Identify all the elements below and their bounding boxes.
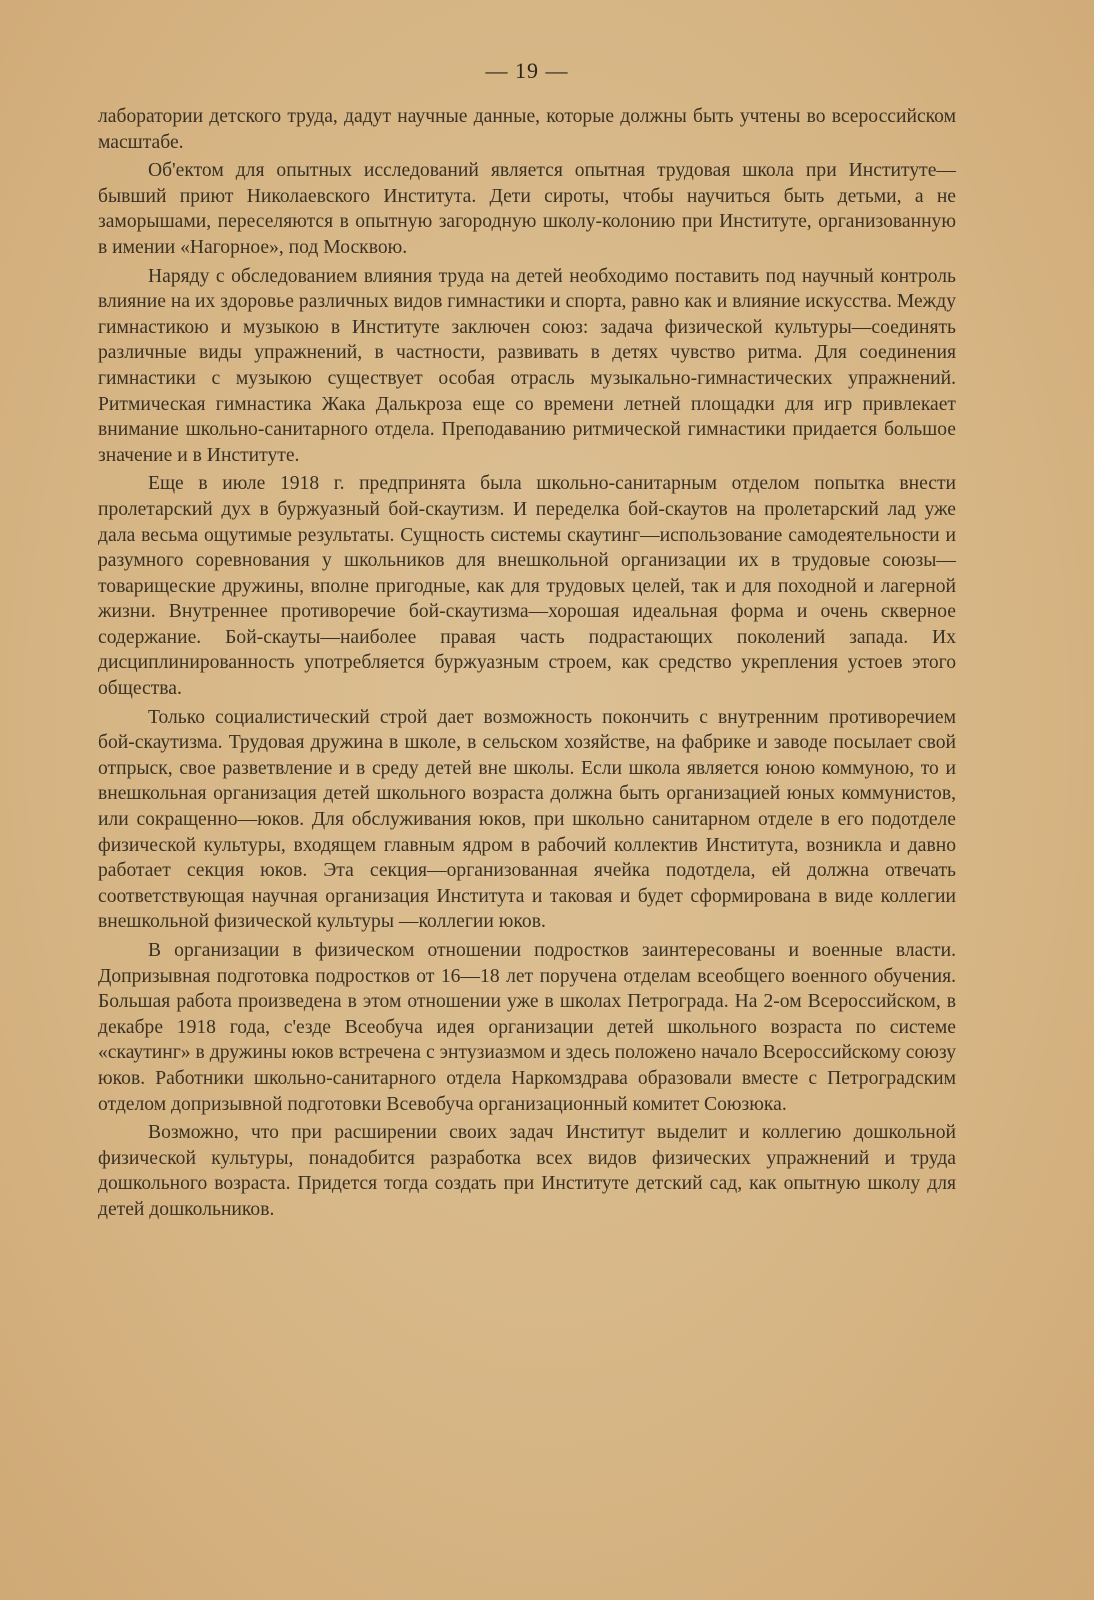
paragraph-6: В организации в физическом отношении подростков заинтересованы и военные власти. Допризывная подготовка подростков от 16—18 лет поручена отделам всеобщего военного обучения. Большая работа произведена в этом отношении уже в школах Петрограда. На 2-ом Всероссийском, в декабре 1918 года, с'езде Всеобуча идея организации детей школьного возраста по системе «скаутинг» в дружины юков встречена с энтузиазмом и здесь положено начало Всероссийскому союзу юков. Работники школьно-санитарного отдела Наркомздрава образовали вместе с Петроградским отделом допризывной подготовки Всевобуча организационный комитет Союзюка. bbox=[98, 940, 956, 1115]
paragraph-4: Еще в июле 1918 г. предпринята была школьно-санитарным отделом попытка внести пролетарский дух в буржуазный бой-скаутизм. И переделка бой-скаутов на пролетарский лад уже дала весьма ощутимые результаты. Сущность системы скаутинг—использование самодеятельности и разумного соревнования у школьников для внешкольной организации их в трудовые союзы—товарищеские дружины, вполне пригодные, как для трудовых целей, так и для походной и лагерной жизни. Внутреннее противоречие бой-скаутизма—хорошая идеальная форма и очень скверное содержание. Бой-скауты—наиболее правая часть подрастающих поколений запада. Их дисциплинированность употребляется буржуазным строем, как средство укрепления устоев этого общества. bbox=[98, 473, 956, 700]
paragraph-5: Только социалистический строй дает возможность покончить с внутренним противоречием бой-скаутизма. Трудовая дружина в школе, в сельском хозяйстве, на фабрике и заводе посылает свой отпрыск, свое разветвление и в среду детей вне школы. Если школа является юною коммуною, то и внешкольная организация детей школьного возраста должна быть организацией юных коммунистов, или сокращенно—юков. Для обслуживания юков, при школьно санитарном отделе в его подотделе физической культуры, входящем главным ядром в рабочий коллектив Института, возникла и давно работает секция юков. Эта секция—организованная ячейка подотдела, ей должна отвечать соответствующая научная организация Института и таковая и будет сформирована в виде коллегии внешкольной физической культуры —коллегии юков. bbox=[98, 706, 956, 933]
page-body bbox=[98, 104, 956, 1223]
paragraph-1: лаборатории детского труда, дадут научные данные, которые должны быть учтены во всероссийском масштабе. bbox=[98, 106, 956, 153]
paragraph-7: Возможно, что при расширении своих задач Институт выделит и коллегию дошкольной физической культуры, понадобится разработка всех видов физических упражнений и труда дошкольного возраста. Придется тогда создать при Институте детский сад, как опытную школу для детей дошкольников. bbox=[98, 1122, 956, 1220]
paragraph-2: Об'ектом для опытных исследований является опытная трудовая школа при Институте—бывший приют Николаевского Института. Дети сироты, чтобы научиться быть детьми, а не заморышами, переселяются в опытную загородную школу-колонию при Институте, организованную в имении «Нагорное», под Москвою. bbox=[98, 160, 956, 258]
page-number: — 19 — bbox=[485, 58, 569, 83]
paragraph-3: Наряду с обследованием влияния труда на детей необходимо поставить под научный контроль влияние на их здоровье различных видов гимнастики и спорта, равно как и влияние искусства. Между гимнастикою и музыкою в Институте заключен союз: задача физической культуры—соединять различные виды упражнений, в частности, развивать в детях чувство ритма. Для соединения гимнастики с музыкою существует особая отрасль музыкально-гимнастических упражнений. Ритмическая гимнастика Жака Далькроза еще со времени летней площадки для игр привлекает внимание школьно-санитарного отдела. Преподаванию ритмической гимнастики придается большое значение и в Институте. bbox=[98, 265, 956, 466]
